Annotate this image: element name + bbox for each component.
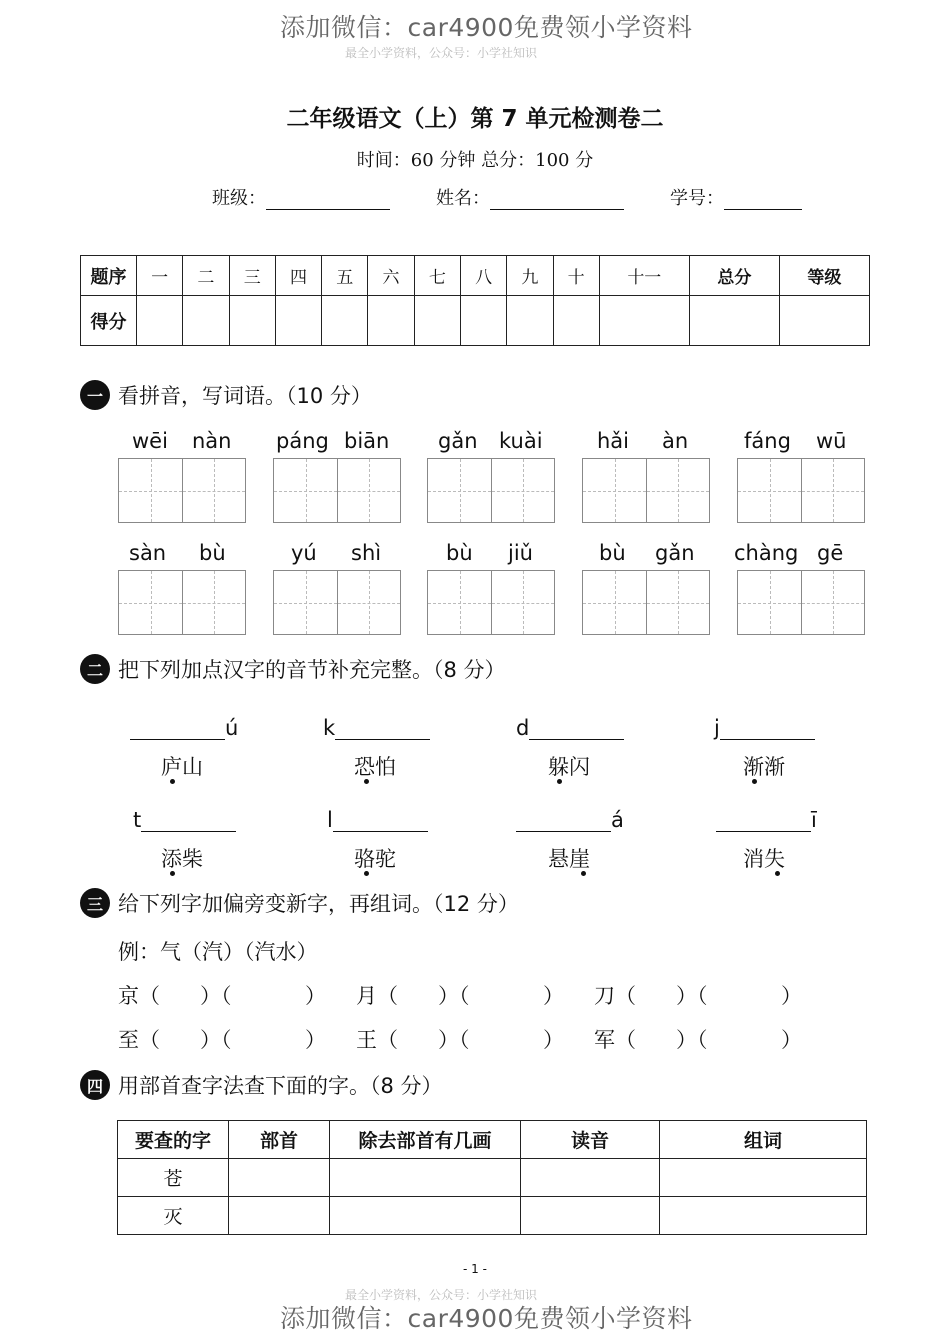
section1-title: 看拼音，写词语。（10 分） xyxy=(118,384,372,408)
writing-grid[interactable] xyxy=(427,458,555,523)
writing-grid[interactable] xyxy=(737,570,865,635)
score-cell[interactable] xyxy=(779,296,869,346)
writing-grid[interactable] xyxy=(118,458,246,523)
section-number-badge: 四 xyxy=(80,1070,110,1100)
answer-blank[interactable] xyxy=(335,717,430,740)
radical-item xyxy=(356,980,564,1010)
table-row xyxy=(118,1197,867,1235)
score-table xyxy=(80,255,870,346)
score-cell[interactable] xyxy=(689,296,779,346)
time-info: 时间：60 分钟 总分：100 分 xyxy=(356,150,594,171)
dotted-word: 渐渐 xyxy=(743,755,785,779)
section1-heading xyxy=(80,380,372,410)
lookup-char: 灭 xyxy=(118,1197,229,1235)
score-cell[interactable] xyxy=(599,296,689,346)
syllable-blank-item xyxy=(327,808,428,832)
col-header: 读音 xyxy=(521,1121,660,1159)
dotted-word: 躲闪 xyxy=(548,755,590,779)
answer-parens[interactable]: （ ）（ ） xyxy=(377,1028,564,1052)
syllable-blank-item xyxy=(516,716,624,740)
radical-item xyxy=(594,980,802,1010)
pinyin: biān xyxy=(344,429,390,453)
example-line: 例：气（汽）（汽水） xyxy=(118,940,318,964)
score-col: 十 xyxy=(553,256,599,296)
dotted-word: 骆驼 xyxy=(354,847,396,871)
writing-grid[interactable] xyxy=(582,570,710,635)
answer-blank[interactable] xyxy=(333,809,428,832)
emphasis-dot xyxy=(170,871,175,876)
answer-blank[interactable] xyxy=(720,717,815,740)
score-col: 九 xyxy=(507,256,553,296)
col-header: 组词 xyxy=(660,1121,867,1159)
answer-parens[interactable]: （ ）（ ） xyxy=(139,1028,326,1052)
score-cell[interactable] xyxy=(275,296,321,346)
syllable-blank-item xyxy=(130,716,238,740)
score-cell[interactable] xyxy=(229,296,275,346)
writing-grid[interactable] xyxy=(427,570,555,635)
section4-heading xyxy=(80,1070,443,1100)
section2-heading xyxy=(80,654,506,684)
emphasis-dot xyxy=(364,779,369,784)
answer-cell[interactable] xyxy=(229,1197,330,1235)
section3-title: 给下列字加偏旁变新字，再组词。（12 分） xyxy=(118,892,519,916)
pinyin: kuài xyxy=(499,429,543,453)
radical-item xyxy=(356,1024,564,1054)
pinyin: wū xyxy=(816,429,847,453)
syllable-blank-item xyxy=(516,808,624,832)
score-col: 八 xyxy=(460,256,506,296)
section3-heading xyxy=(80,888,519,918)
name-blank[interactable] xyxy=(490,191,624,210)
pinyin: shì xyxy=(351,541,382,565)
pinyin: bù xyxy=(599,541,626,565)
base-char: 至 xyxy=(118,1028,139,1052)
emphasis-dot xyxy=(170,779,175,784)
section-number-badge: 一 xyxy=(80,380,110,410)
base-char: 军 xyxy=(594,1028,615,1052)
pinyin: gē xyxy=(817,541,844,565)
syllable-blank-item xyxy=(323,716,430,740)
class-blank[interactable] xyxy=(266,191,390,210)
id-blank[interactable] xyxy=(724,191,802,210)
emphasis-dot xyxy=(581,871,586,876)
syllable-final: ī xyxy=(811,808,817,832)
name-field xyxy=(436,184,624,210)
faint-footer: 最全小学资料，公众号：小学社知识 xyxy=(345,1288,538,1302)
dotted-word: 消失 xyxy=(743,847,785,871)
syllable-initial: l xyxy=(327,808,333,832)
emphasis-dot xyxy=(752,779,757,784)
watermark-top: 添加微信：car4900免费领小学资料 xyxy=(280,13,693,42)
syllable-initial: d xyxy=(516,716,530,740)
writing-grid[interactable] xyxy=(273,458,401,523)
answer-blank[interactable] xyxy=(141,809,236,832)
pinyin: àn xyxy=(662,429,689,453)
col-header: 除去部首有几画 xyxy=(330,1121,521,1159)
score-cell[interactable] xyxy=(507,296,553,346)
pinyin: chàng xyxy=(734,541,799,565)
id-label: 学号： xyxy=(670,188,724,209)
answer-cell[interactable] xyxy=(330,1197,521,1235)
dotted-word: 添柴 xyxy=(161,847,203,871)
answer-cell[interactable] xyxy=(660,1197,867,1235)
dotted-word: 庐山 xyxy=(161,755,203,779)
pinyin: sàn xyxy=(129,541,167,565)
radical-item xyxy=(118,1024,326,1054)
table-row xyxy=(118,1159,867,1197)
emphasis-dot xyxy=(775,871,780,876)
score-col-grade: 等级 xyxy=(779,256,869,296)
score-cell[interactable] xyxy=(414,296,460,346)
name-label: 姓名： xyxy=(436,188,490,209)
score-cell[interactable] xyxy=(553,296,599,346)
score-col: 一 xyxy=(137,256,183,296)
syllable-initial: j xyxy=(714,716,720,740)
answer-parens[interactable]: （ ）（ ） xyxy=(615,984,802,1008)
base-char: 月 xyxy=(356,984,377,1008)
writing-grid[interactable] xyxy=(273,570,401,635)
score-cell[interactable] xyxy=(322,296,368,346)
score-col: 七 xyxy=(414,256,460,296)
score-col: 六 xyxy=(368,256,414,296)
class-label: 班级： xyxy=(212,188,266,209)
syllable-blank-item xyxy=(716,808,817,832)
pinyin: bù xyxy=(199,541,226,565)
score-cell[interactable] xyxy=(460,296,506,346)
score-cell[interactable] xyxy=(368,296,414,346)
page-number: - 1 - xyxy=(463,1262,487,1276)
syllable-initial: t xyxy=(133,808,142,832)
section-number-badge: 三 xyxy=(80,888,110,918)
page-title: 二年级语文（上）第 7 单元检测卷二 xyxy=(286,106,664,132)
base-char: 刀 xyxy=(594,984,615,1008)
pinyin: páng xyxy=(276,429,329,453)
score-header-label: 题序 xyxy=(81,256,137,296)
answer-parens[interactable]: （ ）（ ） xyxy=(139,984,326,1008)
answer-blank[interactable] xyxy=(516,809,611,832)
col-header: 部首 xyxy=(229,1121,330,1159)
score-col: 三 xyxy=(229,256,275,296)
base-char: 王 xyxy=(356,1028,377,1052)
answer-cell[interactable] xyxy=(521,1159,660,1197)
answer-cell[interactable] xyxy=(229,1159,330,1197)
dotted-word: 悬崖 xyxy=(548,847,590,871)
section4-title: 用部首查字法查下面的字。（8 分） xyxy=(118,1074,443,1098)
writing-grid[interactable] xyxy=(737,458,865,523)
section-number-badge: 二 xyxy=(80,654,110,684)
lookup-char: 苍 xyxy=(118,1159,229,1197)
syllable-final: ú xyxy=(225,716,239,740)
radical-item xyxy=(118,980,326,1010)
syllable-initial: k xyxy=(323,716,336,740)
section2-title: 把下列加点汉字的音节补充完整。（8 分） xyxy=(118,658,506,682)
answer-blank[interactable] xyxy=(529,717,624,740)
radical-item xyxy=(594,1024,802,1054)
writing-grid[interactable] xyxy=(582,458,710,523)
answer-blank[interactable] xyxy=(716,809,811,832)
syllable-blank-item xyxy=(133,808,236,832)
score-col: 十一 xyxy=(599,256,689,296)
answer-blank[interactable] xyxy=(130,717,225,740)
answer-parens[interactable]: （ ）（ ） xyxy=(615,1028,802,1052)
score-row-label: 得分 xyxy=(81,296,137,346)
pinyin: yú xyxy=(291,541,317,565)
score-cell[interactable] xyxy=(137,296,183,346)
faint-header: 最全小学资料，公众号：小学社知识 xyxy=(345,46,538,60)
pinyin: gǎn xyxy=(655,541,695,565)
answer-cell[interactable] xyxy=(521,1197,660,1235)
answer-parens[interactable]: （ ）（ ） xyxy=(377,984,564,1008)
score-col: 二 xyxy=(183,256,229,296)
emphasis-dot xyxy=(557,779,562,784)
pinyin: hǎi xyxy=(597,429,630,453)
class-field xyxy=(212,184,390,210)
pinyin: gǎn xyxy=(438,429,478,453)
col-header: 要查的字 xyxy=(118,1121,229,1159)
id-field xyxy=(670,184,802,210)
score-col: 五 xyxy=(322,256,368,296)
base-char: 京 xyxy=(118,984,139,1008)
pinyin: fáng xyxy=(744,429,791,453)
score-col: 四 xyxy=(275,256,321,296)
pinyin: jiǔ xyxy=(508,541,533,565)
syllable-final: á xyxy=(611,808,624,832)
radical-lookup-table xyxy=(117,1120,867,1235)
pinyin: wēi xyxy=(132,429,168,453)
syllable-blank-item xyxy=(714,716,815,740)
score-col-total: 总分 xyxy=(689,256,779,296)
emphasis-dot xyxy=(364,871,369,876)
pinyin: bù xyxy=(446,541,473,565)
answer-cell[interactable] xyxy=(330,1159,521,1197)
watermark-bottom: 添加微信：car4900免费领小学资料 xyxy=(280,1304,693,1333)
writing-grid[interactable] xyxy=(118,570,246,635)
pinyin: nàn xyxy=(192,429,232,453)
answer-cell[interactable] xyxy=(660,1159,867,1197)
score-cell[interactable] xyxy=(183,296,229,346)
dotted-word: 恐怕 xyxy=(354,755,396,779)
